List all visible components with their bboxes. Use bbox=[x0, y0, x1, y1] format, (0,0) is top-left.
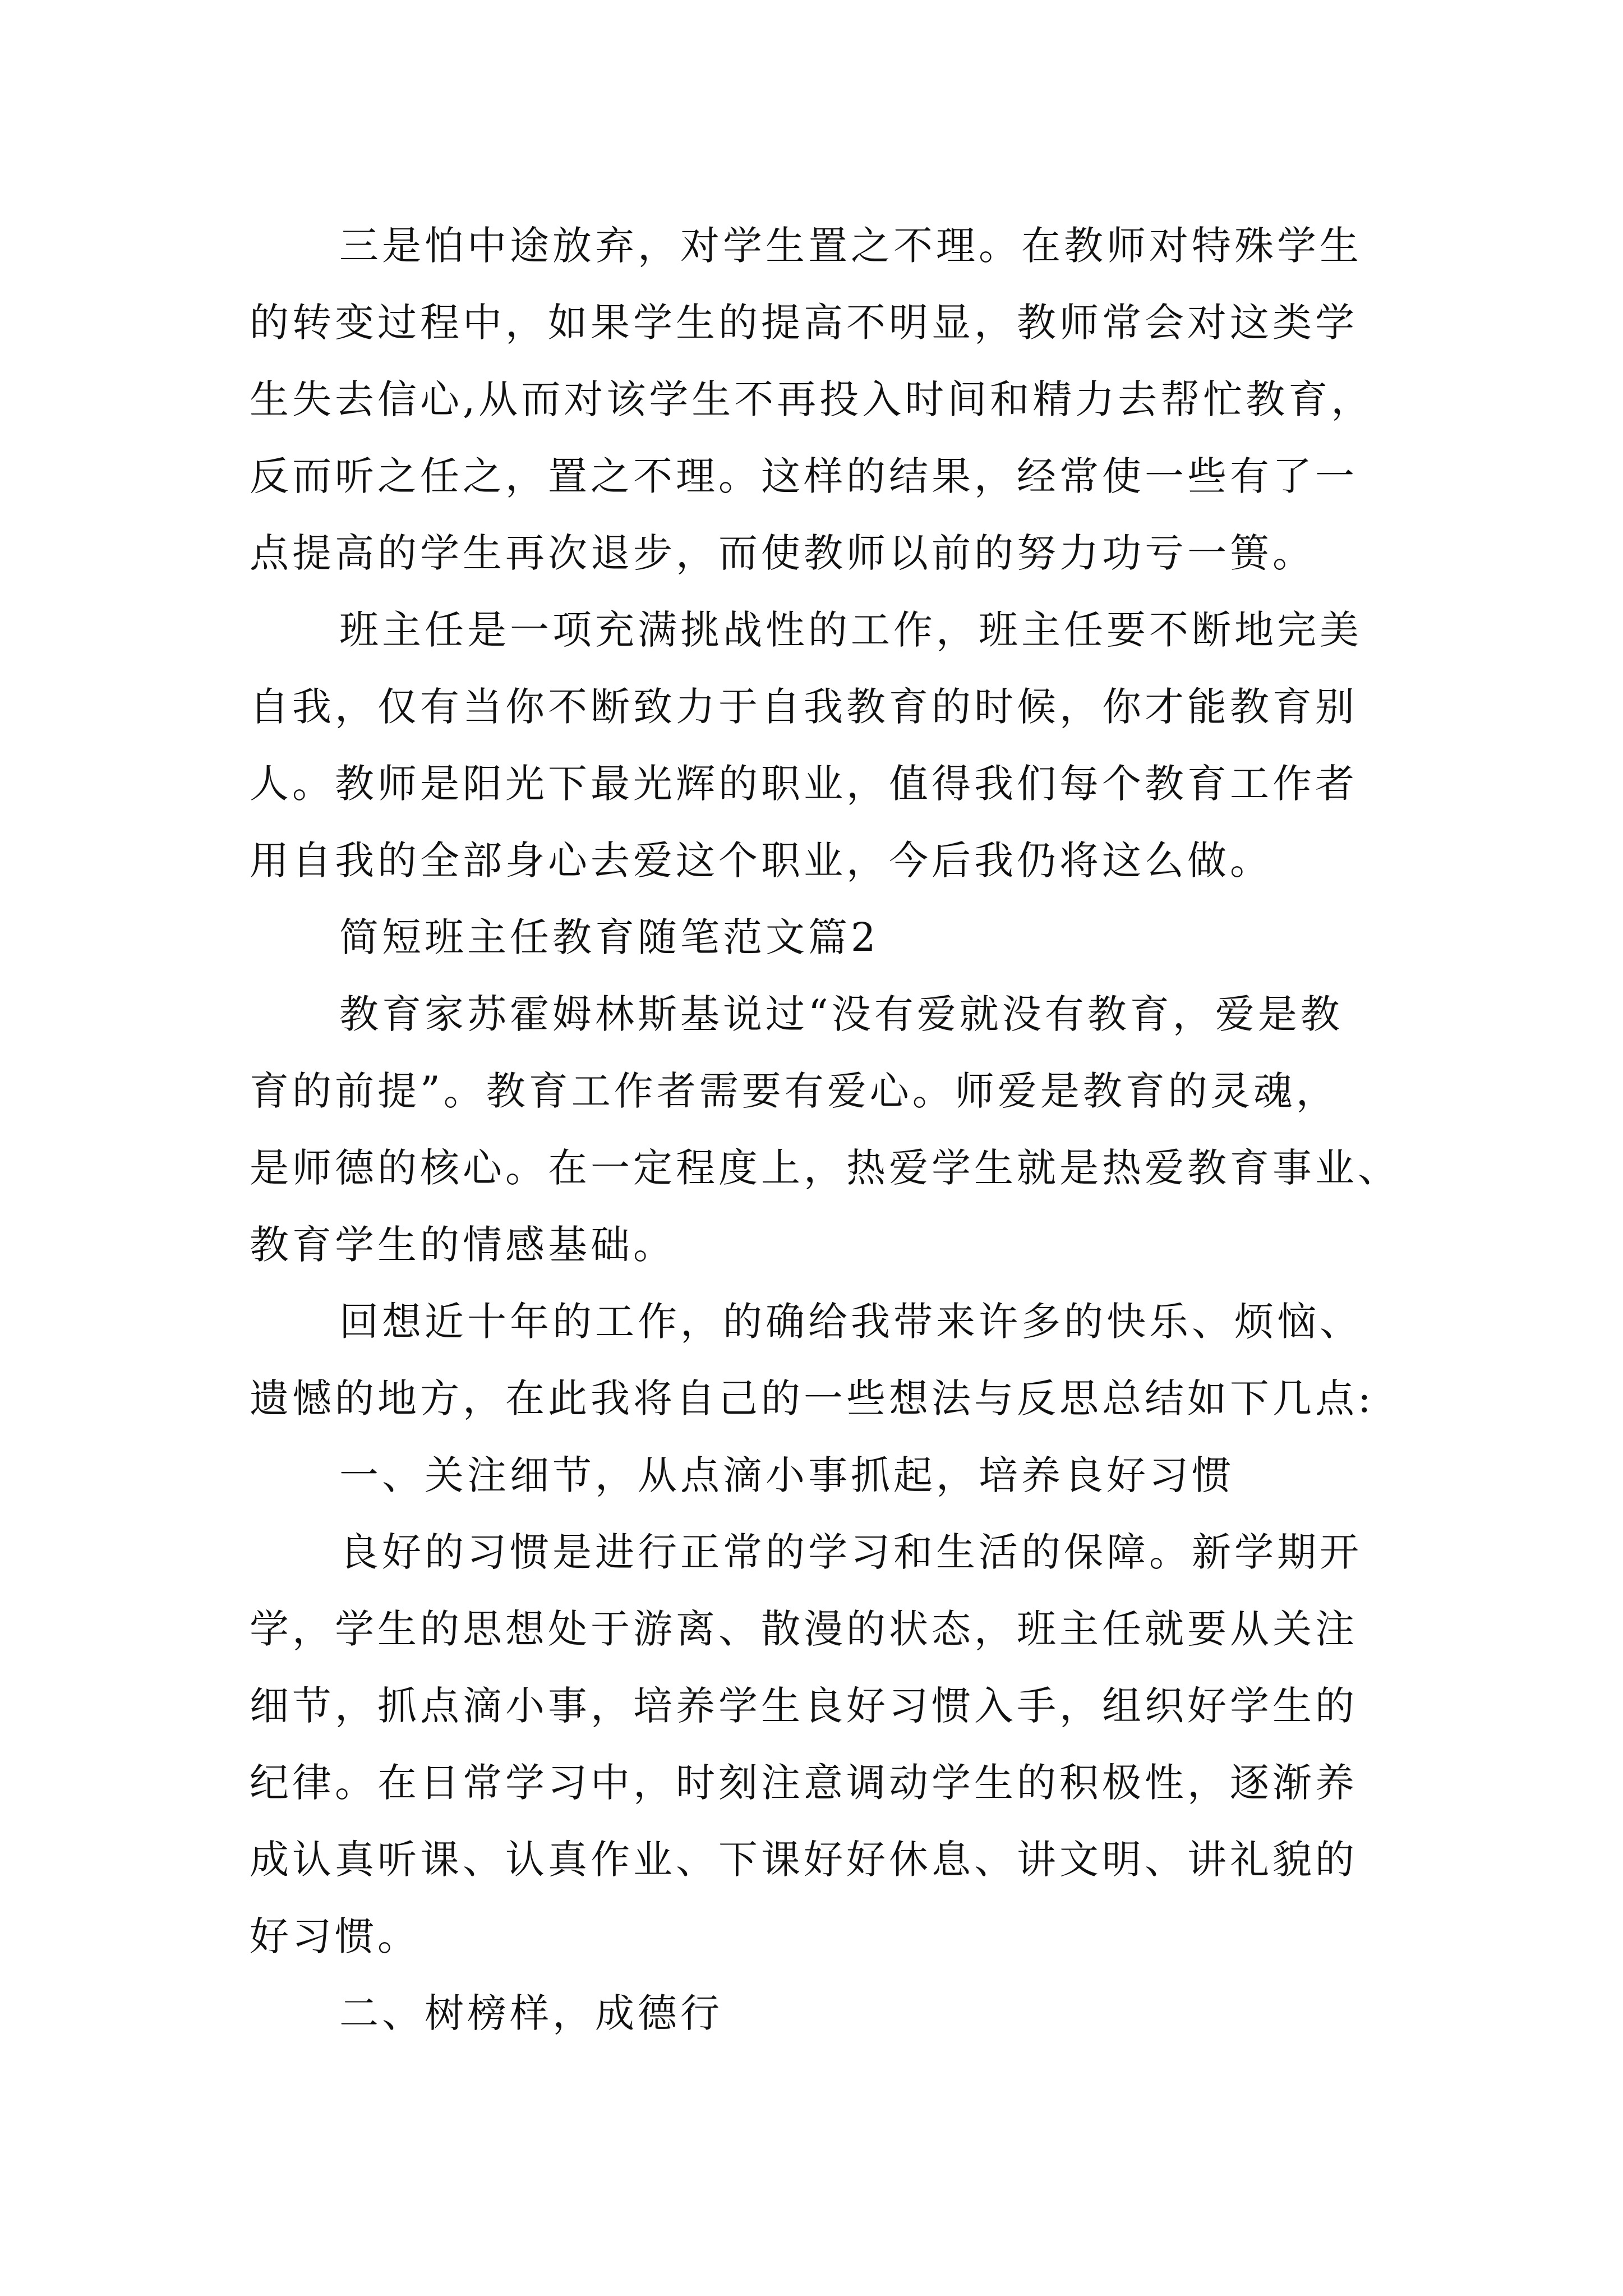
text-line: 简短班主任教育随笔范文篇2 bbox=[339, 914, 879, 960]
text-line: 教育学生的情感基础。 bbox=[250, 1222, 676, 1268]
text-line: 良好的习惯是进行正常的学习和生活的保障。新学期开 bbox=[339, 1529, 1362, 1575]
paragraph-good-habits bbox=[250, 1514, 1416, 1975]
text-line: 用自我的全部身心去爱这个职业，今后我仍将这么做。 bbox=[250, 838, 1272, 884]
paragraph-ignoring-students bbox=[250, 208, 1416, 592]
text-line: 反而听之任之，置之不理。这样的结果，经常使一些有了一 bbox=[250, 453, 1358, 499]
text-line: 自我，仅有当你不断致力于自我教育的时候，你才能教育别 bbox=[250, 684, 1358, 730]
text-line: 学，学生的思想处于游离、散漫的状态，班主任就要从关注 bbox=[250, 1606, 1358, 1652]
text-line: 人。教师是阳光下最光辉的职业，值得我们每个教育工作者 bbox=[250, 761, 1358, 807]
paragraph-class-teacher-challenge bbox=[250, 592, 1416, 899]
section-heading-essay-2 bbox=[250, 899, 1416, 976]
text-line: 点提高的学生再次退步，而使教师以前的努力功亏一篑。 bbox=[250, 530, 1315, 576]
text-line: 细节，抓点滴小事，培养学生良好习惯入手，组织好学生的 bbox=[250, 1683, 1358, 1729]
subheading-focus-on-details bbox=[250, 1437, 1416, 1514]
text-line: 二、树榜样，成德行 bbox=[339, 1990, 723, 2036]
text-line: 成认真听课、认真作业、下课好好休息、讲文明、讲礼貌的 bbox=[250, 1837, 1358, 1883]
text-line: 好习惯。 bbox=[250, 1913, 420, 1959]
text-line: 遗憾的地方，在此我将自己的一些想法与反思总结如下几点: bbox=[250, 1375, 1375, 1421]
paragraph-love-and-education bbox=[250, 976, 1416, 1283]
text-line: 一、关注细节，从点滴小事抓起，培养良好习惯 bbox=[339, 1452, 1234, 1498]
document-body bbox=[250, 208, 1416, 2052]
text-line: 生失去信心,从而对该学生不再投入时间和精力去帮忙教育， bbox=[250, 376, 1374, 422]
text-line: 三是怕中途放弃，对学生置之不理。在教师对特殊学生 bbox=[339, 223, 1362, 269]
text-line: 教育家苏霍姆林斯基说过“没有爱就没有教育，爱是教 bbox=[339, 991, 1343, 1037]
text-line: 回想近十年的工作，的确给我带来许多的快乐、烦恼、 bbox=[339, 1299, 1362, 1345]
text-line: 纪律。在日常学习中，时刻注意调动学生的积极性，逐渐养 bbox=[250, 1760, 1358, 1806]
text-line: 是师德的核心。在一定程度上，热爱学生就是热爱教育事业、 bbox=[250, 1145, 1400, 1191]
subheading-role-models bbox=[250, 1975, 1416, 2052]
paragraph-reflection bbox=[250, 1283, 1416, 1437]
text-line: 班主任是一项充满挑战性的工作，班主任要不断地完美 bbox=[339, 607, 1362, 653]
text-line: 育的前提”。教育工作者需要有爱心。师爱是教育的灵魂， bbox=[250, 1068, 1339, 1114]
text-line: 的转变过程中，如果学生的提高不明显，教师常会对这类学 bbox=[250, 300, 1358, 346]
